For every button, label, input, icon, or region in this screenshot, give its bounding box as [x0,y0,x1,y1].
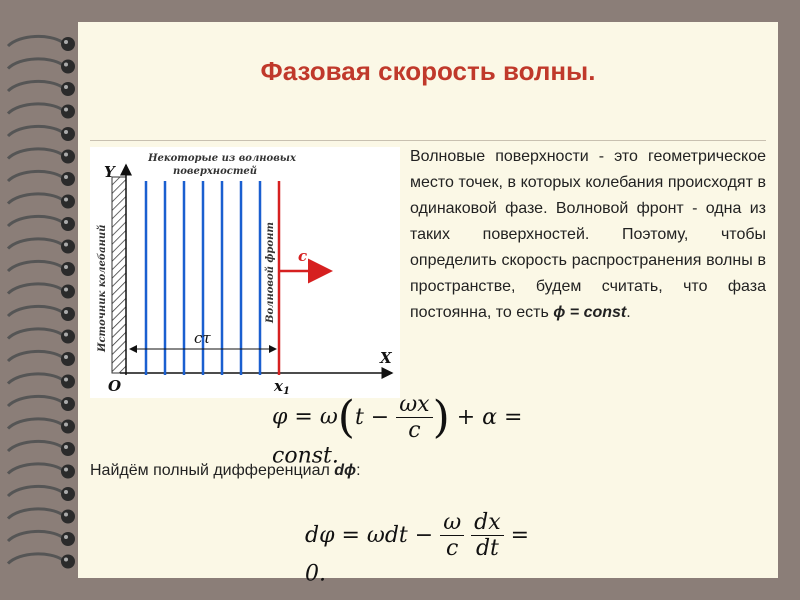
dt-denominator: dt [475,536,499,561]
oscillation-source-bar [112,177,126,373]
spiral-ring-icon [8,374,75,389]
x-axis-label: X [380,349,392,367]
spiral-ring-icon [8,149,75,164]
differential-equation [305,510,545,587]
differential-line [90,462,361,480]
phase-equation-rhs: + α = const. [272,405,523,469]
spiral-ring-icon [8,36,75,51]
spiral-ring-icon [8,329,75,344]
spiral-ring-icon [8,509,75,524]
omega-numerator: ω [440,510,464,536]
description-text: Волновые поверхности - это геометрическое место точек, в которых колебания происходят в одинаковой фазе. Волновой фронт - одна из таких поверхностей. Поэтому, чтобы определить скорость распространения волны в пространстве, будем считать, что фаза постоянна, то есть [410,148,766,321]
y-axis-label: Y [104,163,115,181]
dx-over-dt-fraction [471,510,504,561]
spiral-ring-icon [8,419,75,434]
spiral-ring-icon [8,104,75,119]
x1-label: $x_1$ [274,377,290,397]
dx-numerator: dx [471,510,504,536]
phase-equation: φ = ω(t − $\frac{\omega x}{c}$ ) + α = const. [272,392,523,469]
spiral-ring-icon [8,306,75,321]
spiral-ring-icon [8,531,75,546]
spiral-ring-icon [8,216,75,231]
source-label: Источник колебаний [97,224,108,352]
spiral-ring-icon [8,261,75,276]
differential-text: Найдём полный дифференциал [90,462,335,479]
constant-phase-formula: ϕ = const [553,304,627,321]
c-denominator: c [446,536,459,561]
caption-label: Некоторые из волновых поверхностей [148,153,296,177]
phase-equation-lhs: φ = ω [272,404,338,430]
fraction-numerator: ωx [396,392,432,418]
differential-equation-rhs: = 0. [305,523,530,587]
spiral-ring-icon [8,239,75,254]
spiral-ring-icon [8,284,75,299]
spiral-ring-icon [8,171,75,186]
phase-equation-t: t − [354,405,390,430]
differential-equation-lhs: dφ = ωdt − [305,523,434,548]
spiral-ring-icon [8,441,75,456]
omega-over-c-fraction [440,510,464,561]
spiral-ring-icon [8,126,75,141]
differential-colon: : [356,462,361,479]
spiral-ring-icon [8,81,75,96]
spiral-ring-icon [8,554,75,569]
differential-symbol: dϕ [334,462,357,479]
description-end: . [626,304,631,321]
spiral-ring-icon [8,59,75,74]
fraction-denominator: c [408,418,421,443]
spiral-ring-icon [8,396,75,411]
spiral-ring-icon [8,351,75,366]
front-label: Волновой фронт [265,222,276,323]
title-divider [90,140,766,141]
wave-diagram [90,147,400,398]
velocity-label: c [298,247,308,265]
description-paragraph [410,144,766,326]
distance-label: cτ [194,329,211,347]
phase-equation-fraction [396,392,432,443]
origin-label: O [108,377,122,395]
slide-title: Фазовая скорость волны. [260,56,596,86]
spiral-ring-icon [8,464,75,479]
spiral-ring-icon [8,486,75,501]
spiral-ring-icon [8,194,75,209]
